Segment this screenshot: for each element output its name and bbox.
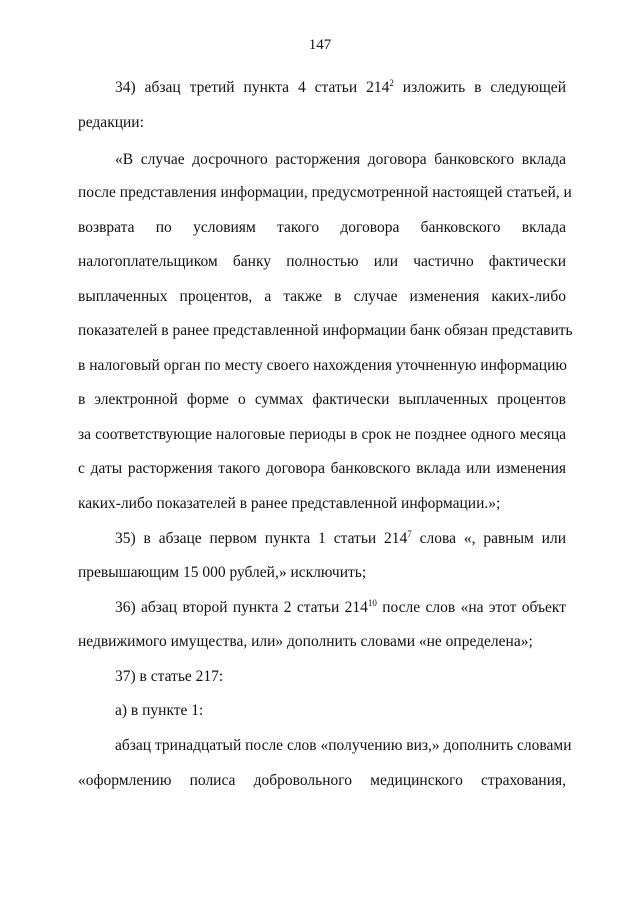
paragraph-line [78,321,573,341]
line-text: превышающим 15 000 рублей,» исключить; [78,564,367,581]
paragraph-line [78,252,566,272]
line-text: с даты расторжения такого договора банковского вклада или изменения [78,460,566,477]
line-item-35-end [78,563,566,583]
line-text: за соответствующие налоговые периоды в срок не позднее одного месяца [78,426,566,443]
line-text: а) в пункте 1: [115,702,204,719]
line-text: 35) в абзаце первом пункта 1 статьи 214 [115,530,408,547]
line-text: 36) абзац второй пункта 2 статьи 214 [115,599,368,616]
paragraph-line [78,183,572,203]
line-text: «оформлению полиса добровольного медицинского страхования, [78,772,566,789]
line-item-35-start [115,529,566,549]
line-item-36-start [115,598,566,618]
line-text: недвижимого имущества, или» дополнить словами «не определена»; [78,633,533,650]
line-text: слова «, равным или [411,530,566,547]
line-text: в налоговый орган по месту своего нахождения уточненную информацию [78,357,567,374]
superscript: 7 [407,529,412,539]
line-text: изложить в следующей [393,79,566,96]
paragraph-line [78,425,566,445]
line-text: каких-либо показателей в ранее представленной информации.»; [78,495,501,512]
paragraph-line [78,287,566,307]
line-text: показателей в ранее представленной информации банк обязан представить [78,322,573,339]
page-number: 147 [308,37,332,53]
line-text: налогоплательщиком банку полностью или частично фактически [78,253,566,270]
line-text: абзац тринадцатый после слов «получению виз,» дополнить словами [115,737,572,754]
paragraph-line [78,356,566,376]
line-subitem-a [115,701,566,721]
paragraph-line [78,494,566,514]
line-text: выплаченных процентов, а также в случае изменения каких-либо [78,288,566,305]
line-text: редакции: [78,114,144,131]
line-text: 37) в статье 217: [115,668,224,685]
line-text: 34) абзац третий пункта 4 статьи 214 [115,79,390,96]
line-item-34-start [115,78,566,98]
paragraph-line [78,390,566,410]
superscript: 2 [389,78,394,88]
superscript: 10 [367,598,377,608]
paragraph-line [78,459,566,479]
paragraph-line [78,218,566,238]
line-item-34-end [78,113,566,133]
line-text: в электронной форме о суммах фактически выплаченных процентов [78,391,566,408]
paragraph-line [78,771,566,791]
paragraph-line [115,736,572,756]
paragraph-line [115,150,566,170]
line-item-36-end [78,632,566,652]
line-text: возврата по условиям такого договора банковского вклада [78,219,566,236]
line-text: после слов «на этот объект [376,599,566,616]
line-item-37 [115,667,566,687]
line-text: после представления информации, предусмотренной настоящей статьей, и [78,184,572,201]
line-text: «В случае досрочного расторжения договора банковского вклада [115,151,566,168]
